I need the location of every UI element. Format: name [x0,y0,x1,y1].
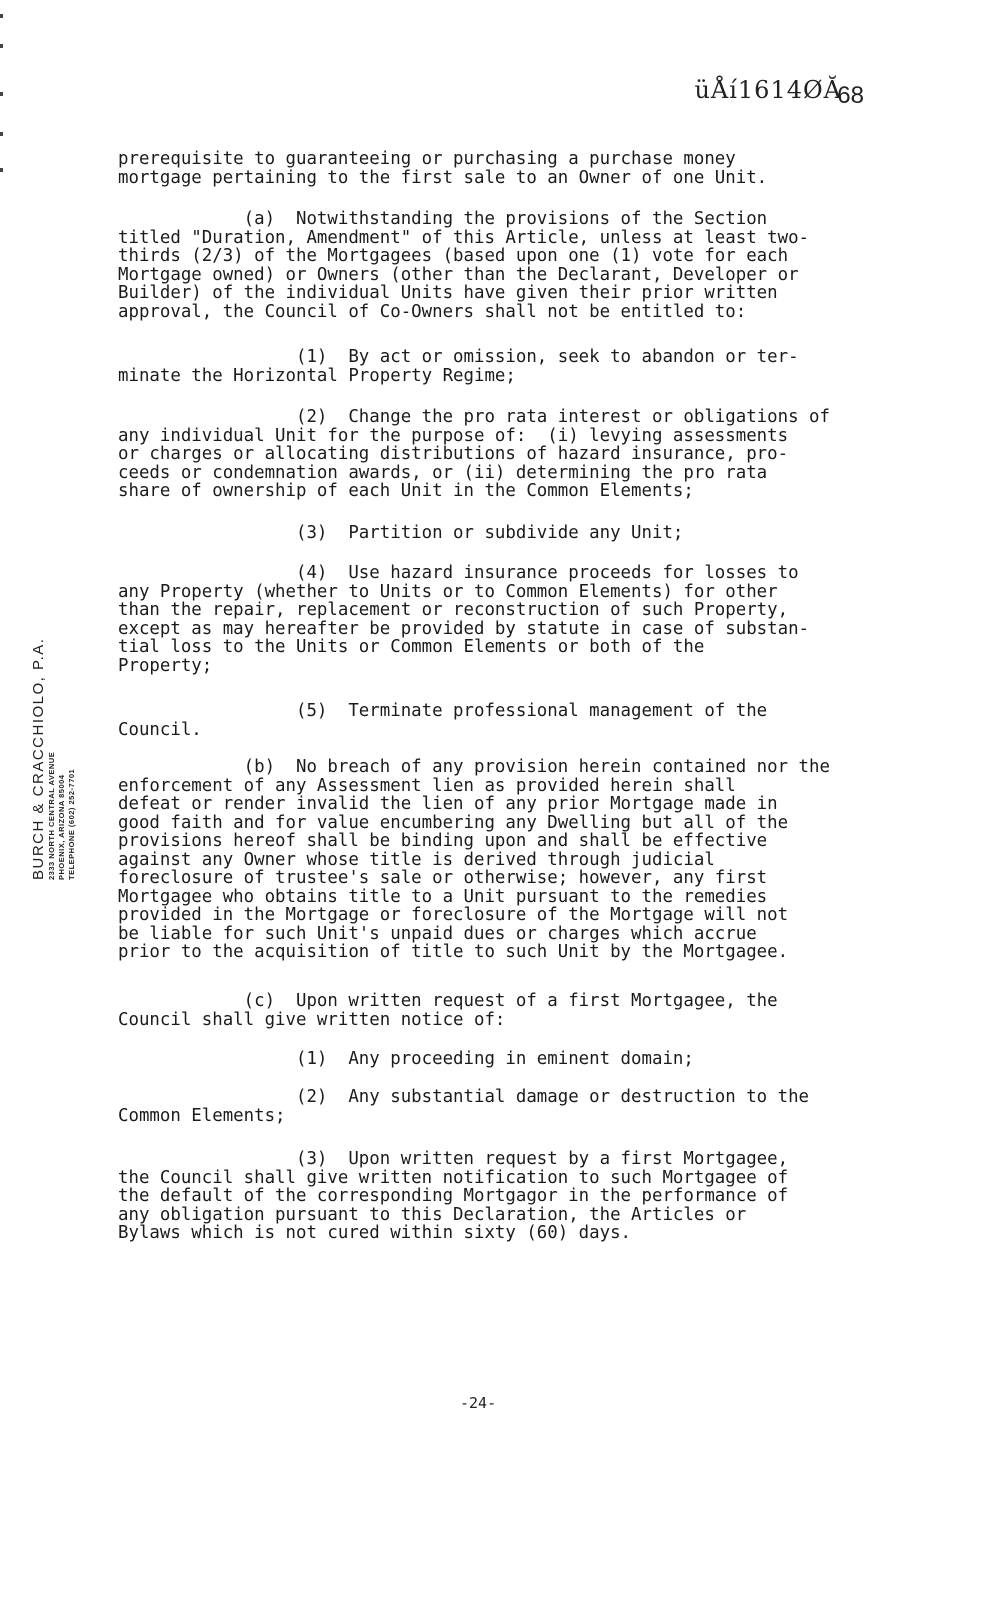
list-item-5: (5) Terminate professional management of the Council. [118,701,768,740]
recording-page-number: 68 [837,82,864,109]
law-firm-margin-stamp [30,610,77,880]
recording-number: üÅí1614ØĂ [694,76,842,104]
scan-edge-mark [0,168,3,172]
list-item-1: (1) By act or omission, seek to abandon or ter- minate the Horizontal Property Regime; [118,347,799,386]
firm-name: BURCH & CRACCHIOLO, P.A. [30,637,47,880]
page-number: -24- [460,1394,497,1412]
firm-phone: TELEPHONE (602) 252-7701 [67,768,76,880]
paragraph-c: (c) Upon written request of a first Mortgagee, the Council shall give written notice of: [118,991,778,1030]
notice-item-2: (2) Any substantial damage or destruction to the Common Elements; [118,1087,810,1126]
paragraph-a: (a) Notwithstanding the provisions of the Section titled "Duration, Amendment" of this Article, unless at least two- thirds (2/3) of the Mortgagees (based upon one (1) vote for each Mortgage owned) or Owners (other than the Declarant, Developer or Builder) of the individual Units have given their prior written approval, the Council of Co-Owners shall not be entitled to: [118,209,810,322]
list-item-4: (4) Use hazard insurance proceeds for losses to any Property (whether to Units or to Common Elements) for other than the repair, replacement or reconstruction of such Property, except as may hereafter be provided by statute in case of substan- tial loss to the Units or Common Elements or both of the Property; [118,563,810,676]
notice-item-3: (3) Upon written request by a first Mortgagee, the Council shall give written notification to such Mortgagee of the default of the corresponding Mortgagor in the performance of any obligation pursuant to this Declaration, the Articles or Bylaws which is not cured within sixty (60) days. [118,1149,789,1243]
scan-edge-mark [0,44,3,48]
notice-item-1: (1) Any proceeding in eminent domain; [118,1049,694,1069]
list-item-2: (2) Change the pro rata interest or obligations of any individual Unit for the purpose of: (i) levying assessments or charges or allocating distributions of hazard insurance, pro- ceeds or condemnation awards, or (ii) determining the pro rata share of ownership of each Unit in the Common Elements; [118,407,830,501]
firm-address: 2333 NORTH CENTRAL AVENUE [47,751,56,880]
intro-paragraph: prerequisite to guaranteeing or purchasing a purchase money mortgage pertaining to the first sale to an Owner of one Unit. [118,149,768,188]
scan-edge-mark [0,92,3,96]
list-item-3: (3) Partition or subdivide any Unit; [118,523,684,543]
firm-city: PHOENIX, ARIZONA 85004 [57,774,66,880]
paragraph-b: (b) No breach of any provision herein contained nor the enforcement of any Assessment lien as provided herein shall defeat or render invalid the lien of any prior Mortgage made in good faith and for value encumbering any Dwelling but all of the provisions hereof shall be binding upon and shall be effective against any Owner whose title is derived through judicial foreclosure of trustee's sale or otherwise; however, any first Mortgagee who obtains title to a Unit pursuant to the remedies provided in the Mortgage or foreclosure of the Mortgage will not be liable for such Unit's unpaid dues or charges which accrue prior to the acquisition of title to such Unit by the Mortgagee. [118,757,830,962]
scan-edge-mark [0,14,3,18]
scan-edge-mark [0,132,3,136]
